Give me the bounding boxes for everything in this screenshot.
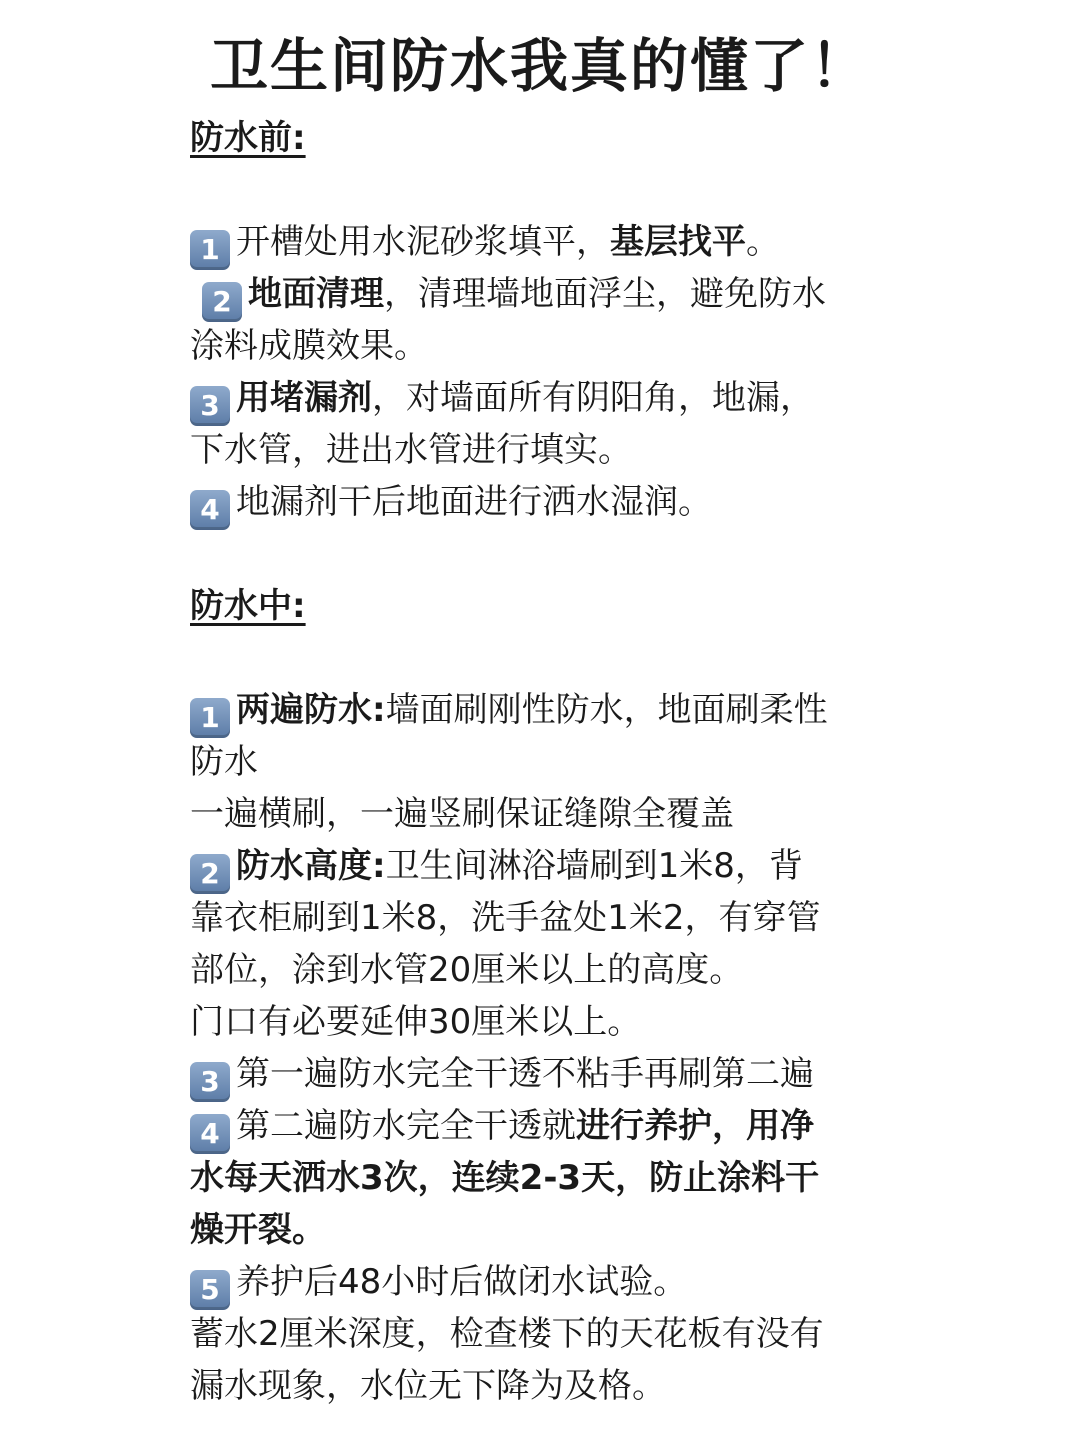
before-step-1 bbox=[190, 216, 1050, 268]
during-step-2 bbox=[190, 840, 1050, 892]
during-step-2-cont: 靠衣柜刷到1米8，洗手盆处1米2，有穿管 bbox=[190, 898, 821, 938]
keycap-1-icon: 1 bbox=[190, 698, 230, 738]
step-text: 。 bbox=[746, 222, 780, 262]
before-step-3 bbox=[190, 372, 1050, 424]
article-body bbox=[190, 112, 1050, 1412]
step-text: 卫生间淋浴墙刷到1米8，背 bbox=[385, 846, 803, 886]
section-heading-before: 防水前: bbox=[190, 118, 306, 158]
keycap-2-icon: 2 bbox=[202, 282, 242, 322]
during-step-2-cont3: 门口有必要延伸30厘米以上。 bbox=[190, 1002, 642, 1042]
step-emphasis: 进行养护，用净 bbox=[576, 1106, 814, 1146]
step-text: 第二遍防水完全干透就 bbox=[236, 1106, 576, 1146]
during-step-4-cont2 bbox=[190, 1204, 1050, 1256]
step-text: 养护后48小时后做闭水试验。 bbox=[236, 1262, 688, 1302]
keycap-1-icon: 1 bbox=[190, 230, 230, 270]
step-emphasis: 防水高度: bbox=[236, 846, 386, 886]
step-text: ，清理墙地面浮尘，避免防水 bbox=[384, 274, 826, 314]
keycap-2-icon: 2 bbox=[190, 854, 230, 894]
during-step-1 bbox=[190, 684, 1050, 736]
keycap-4-icon: 4 bbox=[190, 490, 230, 530]
during-step-5-cont2: 漏水现象，水位无下降为及格。 bbox=[190, 1366, 666, 1406]
spacer bbox=[190, 164, 1050, 216]
during-step-4-cont bbox=[190, 1152, 1050, 1204]
keycap-3-icon: 3 bbox=[190, 386, 230, 426]
page-title: 卫生间防水我真的懂了！ bbox=[209, 32, 870, 100]
during-step-1-cont: 防水 bbox=[190, 742, 258, 782]
before-step-2-cont: 涂料成膜效果。 bbox=[190, 326, 428, 366]
before-step-2 bbox=[190, 268, 1050, 320]
before-step-3-cont: 下水管，进出水管进行填实。 bbox=[190, 430, 632, 470]
step-emphasis: 地面清理 bbox=[248, 274, 384, 314]
keycap-3-icon: 3 bbox=[190, 1062, 230, 1102]
step-text: 第一遍防水完全干透不粘手再刷第二遍 bbox=[236, 1054, 814, 1094]
spacer bbox=[190, 528, 1050, 580]
spacer bbox=[190, 632, 1050, 684]
during-step-5 bbox=[190, 1256, 1050, 1308]
before-step-4 bbox=[190, 476, 1050, 528]
during-step-4 bbox=[190, 1100, 1050, 1152]
section-heading-during: 防水中: bbox=[190, 586, 306, 626]
step-text: 地漏剂干后地面进行洒水湿润。 bbox=[236, 482, 712, 522]
keycap-4-icon: 4 bbox=[190, 1114, 230, 1154]
during-step-2-cont2: 部位，涂到水管20厘米以上的高度。 bbox=[190, 950, 744, 990]
step-text: 开槽处用水泥砂浆填平， bbox=[236, 222, 610, 262]
step-emphasis: 两遍防水: bbox=[236, 690, 386, 730]
during-step-1-cont2: 一遍横刷，一遍竖刷保证缝隙全覆盖 bbox=[190, 794, 734, 834]
step-emphasis: 燥开裂。 bbox=[190, 1210, 326, 1250]
keycap-5-icon: 5 bbox=[190, 1270, 230, 1310]
step-emphasis: 基层找平 bbox=[610, 222, 746, 262]
step-text: 墙面刷刚性防水，地面刷柔性 bbox=[385, 690, 828, 730]
during-step-5-cont: 蓄水2厘米深度，检查楼下的天花板有没有 bbox=[190, 1314, 824, 1354]
during-step-3 bbox=[190, 1048, 1050, 1100]
step-text: ，对墙面所有阴阳角，地漏， bbox=[372, 378, 814, 418]
step-emphasis: 水每天洒水3次，连续2-3天，防止涂料干 bbox=[190, 1158, 820, 1198]
step-emphasis: 用堵漏剂 bbox=[236, 378, 372, 418]
